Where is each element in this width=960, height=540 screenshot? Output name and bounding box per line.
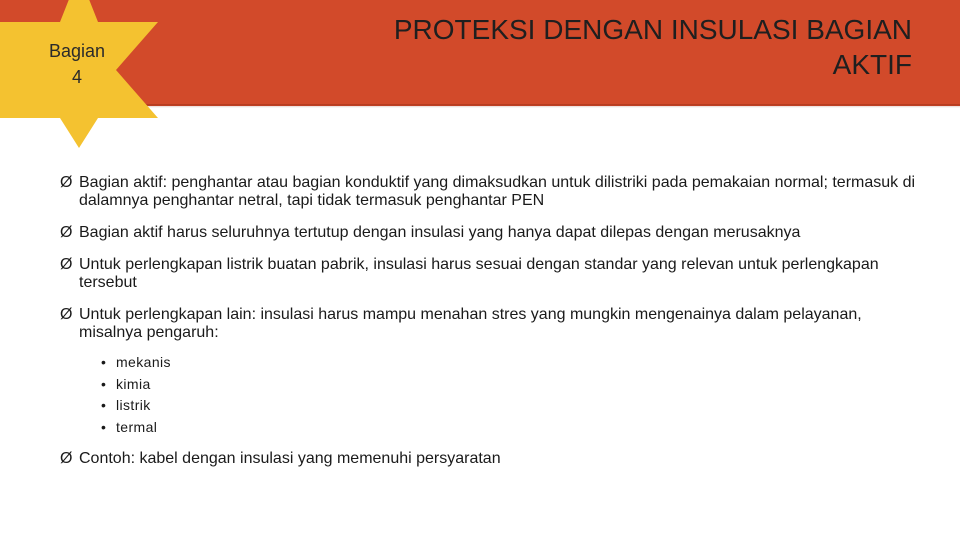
sub-bullet-item <box>101 352 920 374</box>
arrow-bullet-icon: Ø <box>60 256 73 273</box>
bullet-text: Bagian aktif harus seluruhnya tertutup dengan insulasi yang hanya dapat dilepas dengan merusaknya <box>79 224 801 241</box>
sub-bullet-text: termal <box>116 418 158 435</box>
sub-bullet-text: mekanis <box>116 354 171 370</box>
bullet-text: Bagian aktif: penghantar atau bagian konduktif yang dimaksudkan untuk dilistriki pada pemakaian normal; termasuk di dalamnya penghantar netral, tapi tidak termasuk penghantar PEN <box>79 174 916 209</box>
bullet-text: Untuk perlengkapan listrik buatan pabrik, insulasi harus sesuai dengan standar yang relevan untuk perlengkapan tersebut <box>79 256 879 291</box>
title-line-2: AKTIF <box>832 49 912 80</box>
bullet-point <box>60 224 920 242</box>
bullet-point <box>60 306 920 342</box>
arrow-bullet-icon: Ø <box>60 450 73 467</box>
sub-bullet-item <box>101 395 920 417</box>
slide-title <box>272 12 912 82</box>
bullet-point <box>60 450 920 468</box>
dot-bullet-icon: • <box>101 354 107 370</box>
section-label <box>22 38 132 90</box>
content-body <box>60 174 920 482</box>
dot-bullet-icon: • <box>101 375 107 392</box>
section-badge <box>0 0 158 148</box>
bullet-point <box>60 256 920 292</box>
dot-bullet-icon: • <box>101 397 107 413</box>
sub-bullet-list <box>101 352 920 438</box>
title-line-1: PROTEKSI DENGAN INSULASI BAGIAN <box>393 14 912 45</box>
arrow-bullet-icon: Ø <box>60 174 73 191</box>
section-label-number: 4 <box>71 67 82 87</box>
bullet-text: Untuk perlengkapan lain: insulasi harus mampu menahan stres yang mungkin mengenainya dalam pelayanan, misalnya pengaruh: <box>79 306 862 341</box>
sub-bullet-text: listrik <box>116 397 151 413</box>
sub-bullet-item <box>101 374 920 396</box>
dot-bullet-icon: • <box>101 418 107 435</box>
arrow-bullet-icon: Ø <box>60 306 73 323</box>
section-label-word: Bagian <box>48 41 106 61</box>
bullet-text: Contoh: kabel dengan insulasi yang memenuhi persyaratan <box>79 450 501 467</box>
sub-bullet-item <box>101 417 920 439</box>
sub-bullet-text: kimia <box>116 375 151 392</box>
arrow-bullet-icon: Ø <box>60 224 73 241</box>
bullet-point <box>60 174 920 210</box>
